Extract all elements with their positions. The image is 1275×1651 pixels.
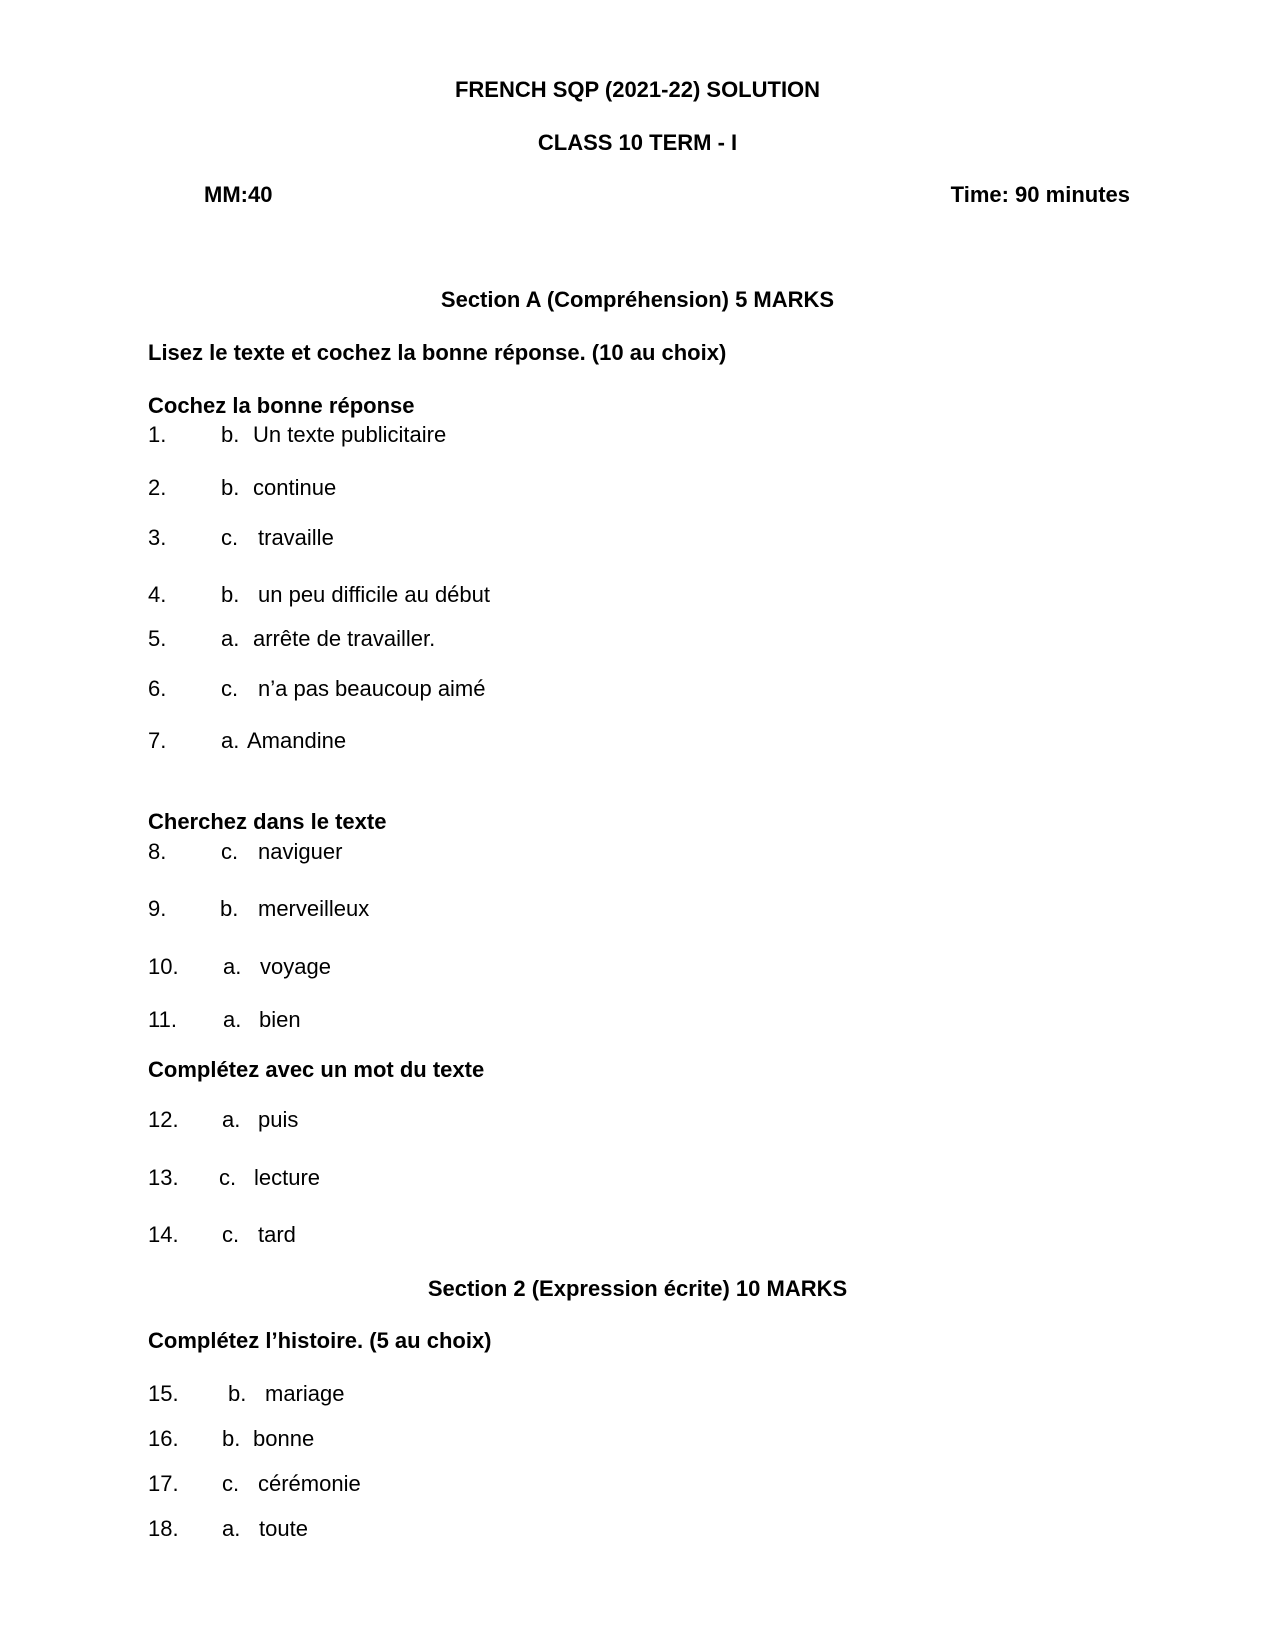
item-number: 7. [148,728,167,753]
item-option: a. [223,954,242,979]
item-option: b. [222,1426,241,1451]
item-answer: n’a pas beaucoup aimé [258,676,486,701]
item-option: b. [221,475,240,500]
part3-heading: Complétez avec un mot du texte [148,1057,485,1082]
item-option: a. [223,1007,242,1032]
item-answer: tard [258,1222,296,1247]
section-a-instruction: Lisez le texte et cochez la bonne réponse. (10 au choix) [148,340,727,365]
item-answer: Un texte publicitaire [253,422,447,447]
section-a-heading: Section A (Compréhension) 5 MARKS [440,287,835,312]
item-number: 9. [148,896,167,921]
document-title: FRENCH SQP (2021-22) SOLUTION [454,77,821,102]
max-marks: MM:40 [204,182,273,207]
item-answer: arrête de travailler. [253,626,436,651]
item-answer: naviguer [258,839,343,864]
part1-heading: Cochez la bonne réponse [148,393,415,418]
item-number: 6. [148,676,167,701]
item-answer: merveilleux [258,896,370,921]
item-option: b. [221,422,240,447]
item-answer: mariage [265,1381,345,1406]
item-option: b. [228,1381,247,1406]
item-number: 2. [148,475,167,500]
section-2-heading: Section 2 (Expression écrite) 10 MARKS [427,1276,848,1301]
item-option: c. [222,1222,240,1247]
item-option: c. [221,839,239,864]
item-number: 15. [148,1381,179,1406]
item-answer: un peu difficile au début [258,582,490,607]
item-number: 8. [148,839,167,864]
class-term-heading: CLASS 10 TERM - I [537,130,738,155]
item-number: 4. [148,582,167,607]
item-option: b. [221,582,240,607]
item-option: a. [222,1107,241,1132]
item-number: 18. [148,1516,179,1541]
item-option: c. [222,1471,240,1496]
item-option: c. [221,525,239,550]
item-answer: puis [258,1107,299,1132]
item-option: c. [219,1165,237,1190]
section-2-instruction: Complétez l’histoire. (5 au choix) [148,1328,492,1353]
item-answer: voyage [260,954,331,979]
time-limit: Time: 90 minutes [950,182,1130,207]
item-number: 17. [148,1471,179,1496]
item-answer: lecture [254,1165,321,1190]
item-answer: bonne [253,1426,315,1451]
item-option: a. [222,1516,241,1541]
item-option: a. [221,626,240,651]
part2-heading: Cherchez dans le texte [148,809,387,834]
item-option: b. [220,896,239,921]
item-number: 11. [148,1007,177,1032]
item-number: 12. [148,1107,179,1132]
item-answer: Amandine [247,728,347,753]
item-answer: toute [259,1516,308,1541]
item-answer: travaille [258,525,334,550]
item-answer: bien [259,1007,301,1032]
item-number: 14. [148,1222,179,1247]
item-number: 3. [148,525,167,550]
item-answer: continue [253,475,337,500]
item-number: 1. [148,422,167,447]
item-number: 10. [148,954,179,979]
item-number: 16. [148,1426,179,1451]
item-number: 13. [148,1165,179,1190]
item-answer: cérémonie [258,1471,361,1496]
item-option: c. [221,676,239,701]
item-option: a. [221,728,240,753]
item-number: 5. [148,626,167,651]
